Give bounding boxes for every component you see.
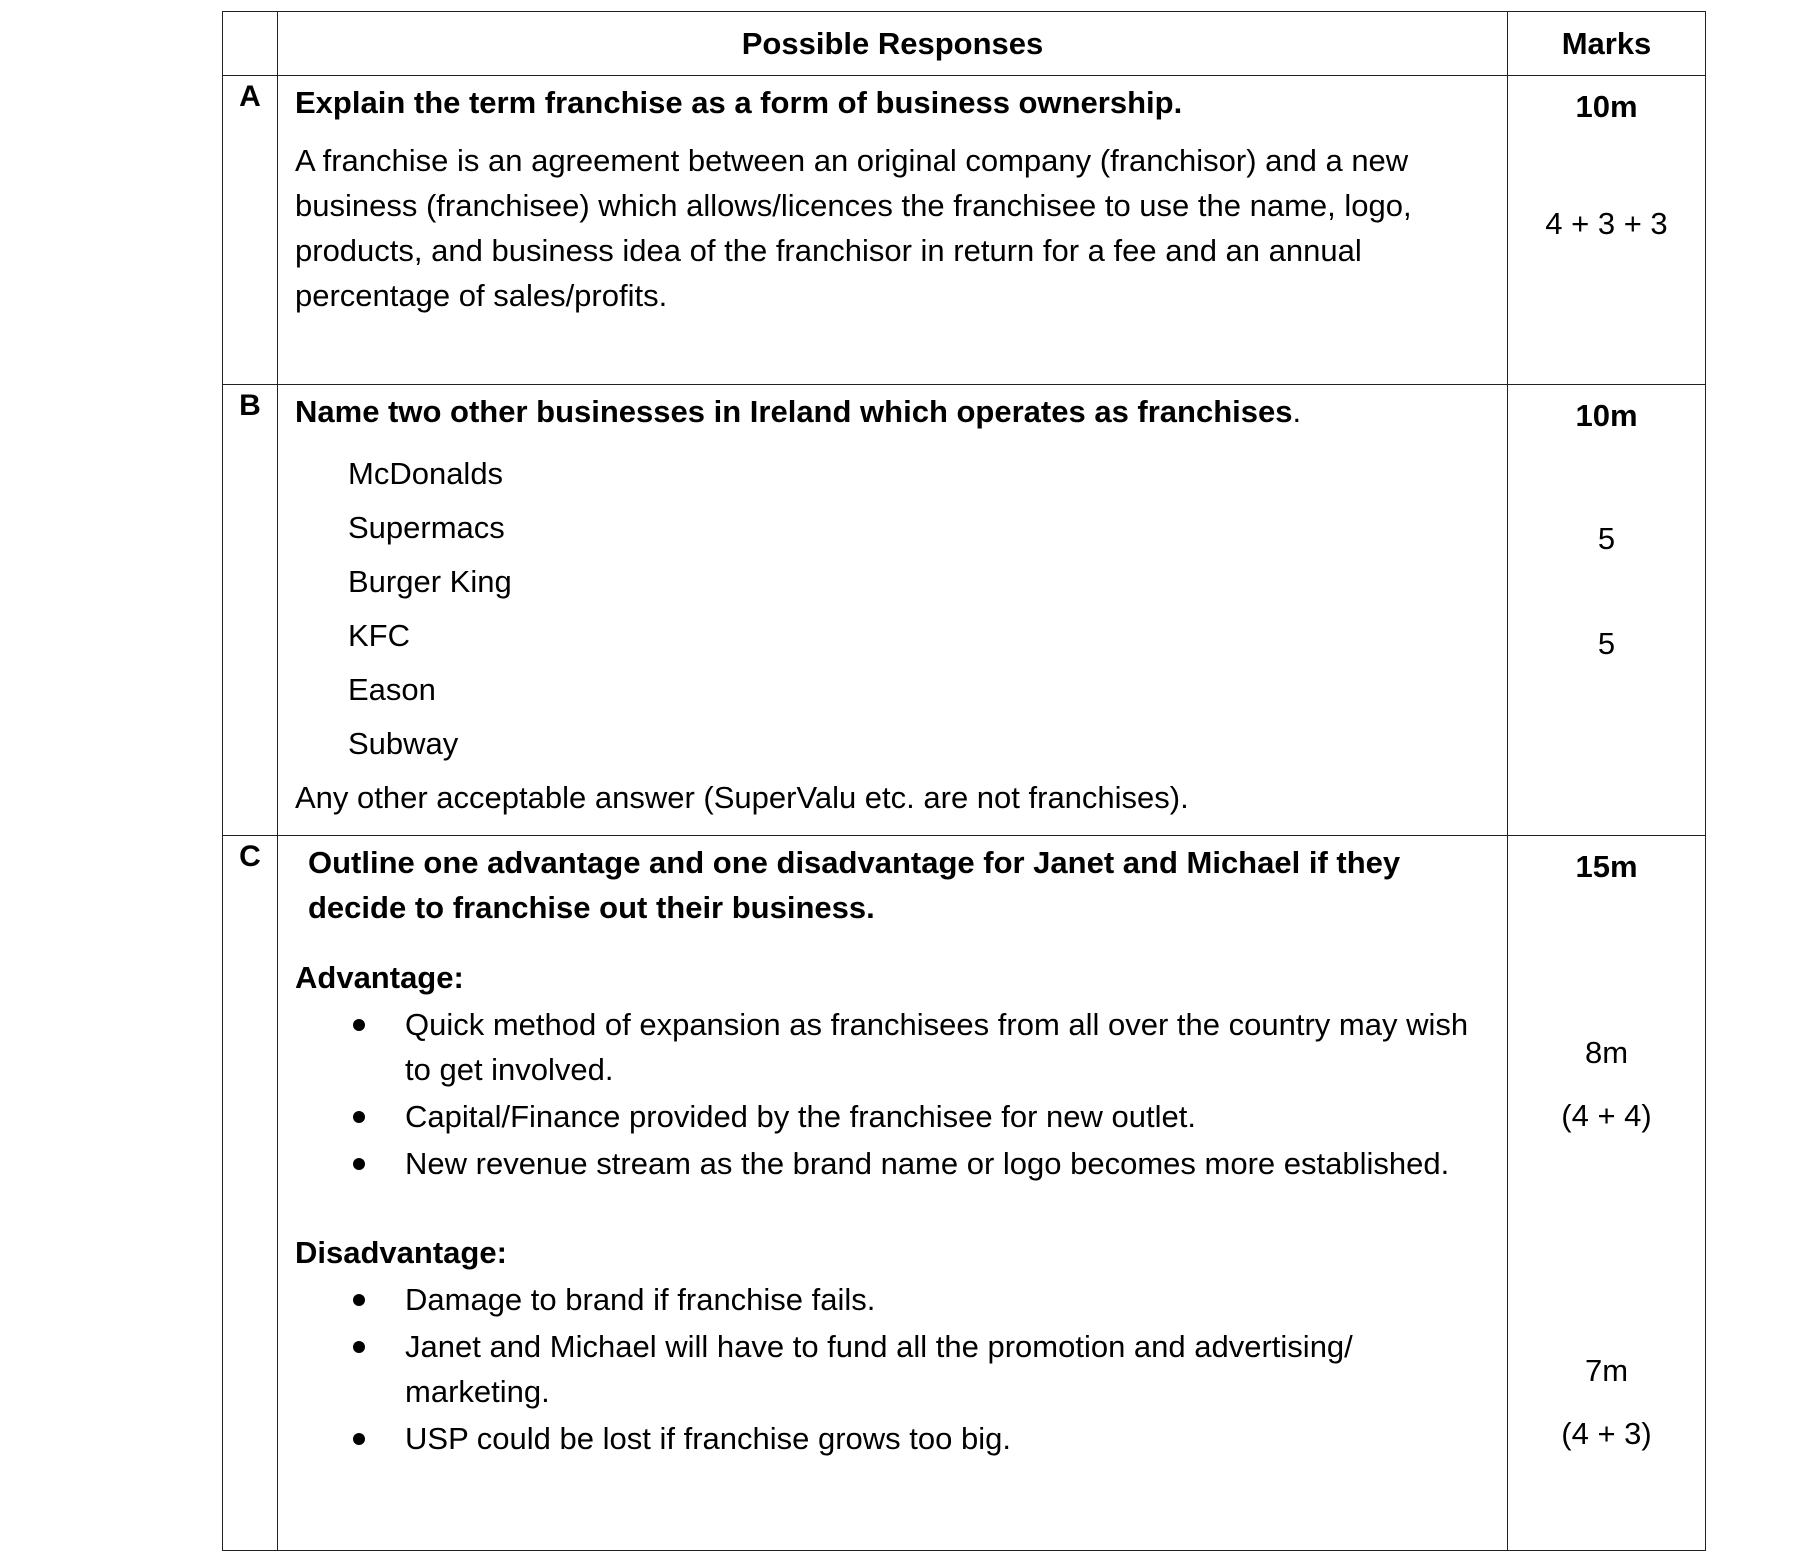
section-b-business-list [295,447,1489,771]
disadvantage-text: Damage to brand if franchise fails. [405,1282,876,1317]
section-b-marks-2: 5 [1597,626,1616,661]
advantage-text: Capital/Finance provided by the franchisee for new outlet. [405,1099,1196,1134]
list-item [295,1094,1489,1139]
list-item: Burger King [348,564,512,599]
section-a-answer: A franchise is an agreement between an original company (franchisor) and a new business (franchisee) which allows/licences the franchisee to use the name, logo, products, and business idea of the franchisor in return for a fee and an annual percentage of sales/profits. [295,143,1412,313]
advantage-text: Quick method of expansion as franchisees from all over the country may wish to get involved. [405,1007,1469,1087]
section-b-response [278,385,1508,836]
advantage-text: New revenue stream as the brand name or logo becomes more established. [405,1146,1450,1181]
section-a-marks-total: 10m [1575,89,1638,124]
bullet-icon [353,1433,365,1445]
list-item [295,1002,1489,1092]
header-letter-cell [223,12,278,76]
list-item: Eason [348,672,436,707]
marks-header: Marks [1508,12,1706,76]
section-c-marks-total: 15m [1575,849,1638,884]
advantage-marks-breakdown: (4 + 4) [1561,1098,1652,1133]
section-c-marks [1508,836,1706,1551]
list-item [295,1324,1489,1414]
advantage-heading: Advantage: [295,960,464,995]
section-a-marks [1508,76,1706,385]
list-item [295,1277,1489,1322]
section-a-question: Explain the term franchise as a form of business ownership. [295,85,1183,120]
section-c-letter: C [223,836,278,1551]
disadvantage-marks-breakdown: (4 + 3) [1561,1416,1652,1451]
section-b-marks-1: 5 [1597,521,1616,556]
bullet-icon [353,1294,365,1306]
bullet-icon [353,1111,365,1123]
possible-responses-header: Possible Responses [278,12,1508,76]
disadvantage-marks: 7m [1584,1353,1629,1388]
disadvantage-list [295,1277,1489,1461]
list-item [295,1416,1489,1461]
section-c-question: Outline one advantage and one disadvantage for Janet and Michael if they decide to franchise out their business. [308,845,1401,925]
section-a-row [223,76,1706,385]
section-a-letter: A [223,76,278,385]
bullet-icon [353,1019,365,1031]
section-b-question-line [295,385,1489,439]
section-b-question-end: . [1292,394,1302,429]
section-b-letter: B [223,385,278,836]
section-b-marks [1508,385,1706,836]
disadvantage-heading: Disadvantage: [295,1235,507,1270]
list-item: McDonalds [348,456,504,491]
section-b-question: Name two other businesses in Ireland which operates as franchises [295,394,1293,429]
list-item: Subway [348,726,459,761]
list-item: Supermacs [348,510,505,545]
disadvantage-text: Janet and Michael will have to fund all the promotion and advertising/ marketing. [405,1329,1353,1409]
advantage-list [295,1002,1489,1186]
bullet-icon [353,1158,365,1170]
section-b-note: Any other acceptable answer (SuperValu etc. are not franchises). [295,780,1189,815]
list-item: KFC [348,618,410,653]
section-a-response [278,76,1508,385]
marking-scheme-table [222,11,1706,1551]
bullet-icon [353,1341,365,1353]
header-row [223,12,1706,76]
list-item [295,1141,1489,1186]
section-b-marks-total: 10m [1575,398,1638,433]
section-b-row [223,385,1706,836]
section-c-row [223,836,1706,1551]
section-a-marks-breakdown: 4 + 3 + 3 [1545,206,1668,241]
section-c-response [278,836,1508,1551]
advantage-marks: 8m [1584,1035,1629,1070]
disadvantage-text: USP could be lost if franchise grows too big. [405,1421,1011,1456]
